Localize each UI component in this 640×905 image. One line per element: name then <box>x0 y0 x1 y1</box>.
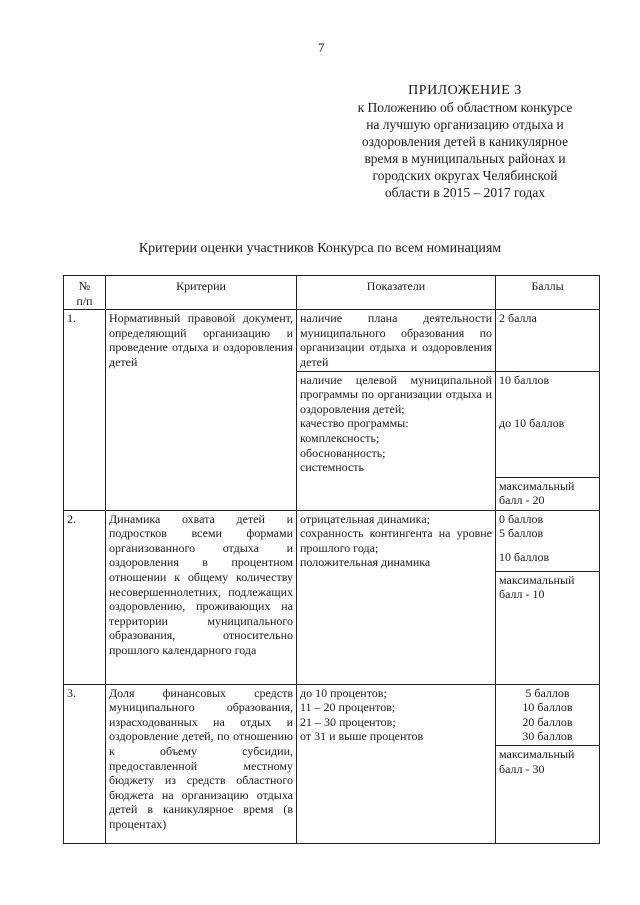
row-criteria: Динамика охвата детей и подростков всеми формами организованного отдыха и оздоровления в процентном отношении к общему количеству несовершеннолетних, подлежащих оздоровлению, проживающих на территории муниципального образования, относительно прошлого календарного года <box>106 510 297 684</box>
indicator-line: сохранность контингента на уровне прошлого года; <box>300 526 492 555</box>
appendix-line: оздоровления детей в каникулярное <box>361 134 569 149</box>
table-row <box>64 310 600 371</box>
appendix-block <box>330 82 600 201</box>
points-line: 5 баллов <box>499 526 544 541</box>
header-points: Баллы <box>496 276 600 310</box>
header-criteria: Критерии <box>106 276 297 310</box>
header-number-line1: № <box>78 279 91 293</box>
header-indicators: Показатели <box>297 276 496 310</box>
indicator-line: качество программы: <box>300 416 409 431</box>
row-number: 2. <box>64 510 106 684</box>
criteria-table <box>63 275 600 844</box>
page-number: 7 <box>318 40 325 55</box>
points-line: 30 баллов <box>522 729 573 744</box>
indicator-line: обоснованность; <box>300 445 386 460</box>
row-indicator <box>297 371 496 510</box>
table-header-row <box>64 276 600 310</box>
document-title: Критерии оценки участников Конкурса по всем номинациям <box>138 241 502 256</box>
points-line: 20 баллов <box>522 714 573 729</box>
indicator-line: положительная динамика <box>300 555 431 570</box>
appendix-line: на лучшую организацию отдыха и <box>366 117 564 132</box>
points-line: до 10 баллов <box>499 416 565 431</box>
row-indicator <box>297 510 496 684</box>
row-points <box>496 684 600 745</box>
points-line: 0 баллов <box>499 511 544 526</box>
indicator-line: 11 – 20 процентов; <box>300 700 396 715</box>
row-indicator <box>297 684 496 843</box>
points-line: 10 баллов <box>499 549 550 564</box>
row-criteria: Нормативный правовой документ, определяющий организацию и проведение отдыха и оздоровления детей <box>106 310 297 510</box>
appendix-line: к Положению об областном конкурсе <box>357 100 573 115</box>
indicator-line: системность <box>300 460 365 475</box>
indicator-line: до 10 процентов; <box>300 685 387 700</box>
appendix-heading: ПРИЛОЖЕНИЕ 3 <box>408 83 522 98</box>
row-max-points: максимальный балл - 20 <box>496 477 600 510</box>
table-row <box>64 684 600 745</box>
appendix-line: городских округах Челябинской <box>372 168 558 183</box>
row-points <box>496 371 600 477</box>
row-number: 1. <box>64 310 106 510</box>
header-number <box>64 276 106 310</box>
row-points: 2 балла <box>496 310 600 371</box>
header-number-line2: п/п <box>76 293 93 308</box>
indicator-line: отрицательная динамика; <box>300 511 430 526</box>
points-line: 10 баллов <box>499 372 550 387</box>
indicator-line: комплексность; <box>300 430 380 445</box>
appendix-line: время в муниципальных районах и <box>364 151 566 166</box>
row-max-points: максимальный балл - 10 <box>496 571 600 684</box>
indicator-line: от 31 и выше процентов <box>300 729 424 744</box>
row-indicator: наличие плана деятельности муниципального образования по организации отдыха и оздоровления детей <box>297 310 496 371</box>
indicator-line: наличие целевой муниципальной программы по организации отдыха и оздоровления детей; <box>300 372 492 416</box>
indicator-line: 21 – 30 процентов; <box>300 714 396 729</box>
table-row <box>64 510 600 571</box>
points-line: 5 баллов <box>525 685 570 700</box>
row-number: 3. <box>64 684 106 843</box>
row-points <box>496 510 600 571</box>
row-max-points: максимальный балл - 30 <box>496 745 600 843</box>
points-line: 10 баллов <box>522 700 573 715</box>
appendix-line: области в 2015 – 2017 годах <box>384 185 546 200</box>
row-criteria: Доля финансовых средств муниципального образования, израсходованных на отдых и оздоровление детей, по отношению к объему субсидии, предоставленной местному бюджету из средств областного бюджета на организацию отдыха детей в каникулярное время (в процентах) <box>106 684 297 843</box>
